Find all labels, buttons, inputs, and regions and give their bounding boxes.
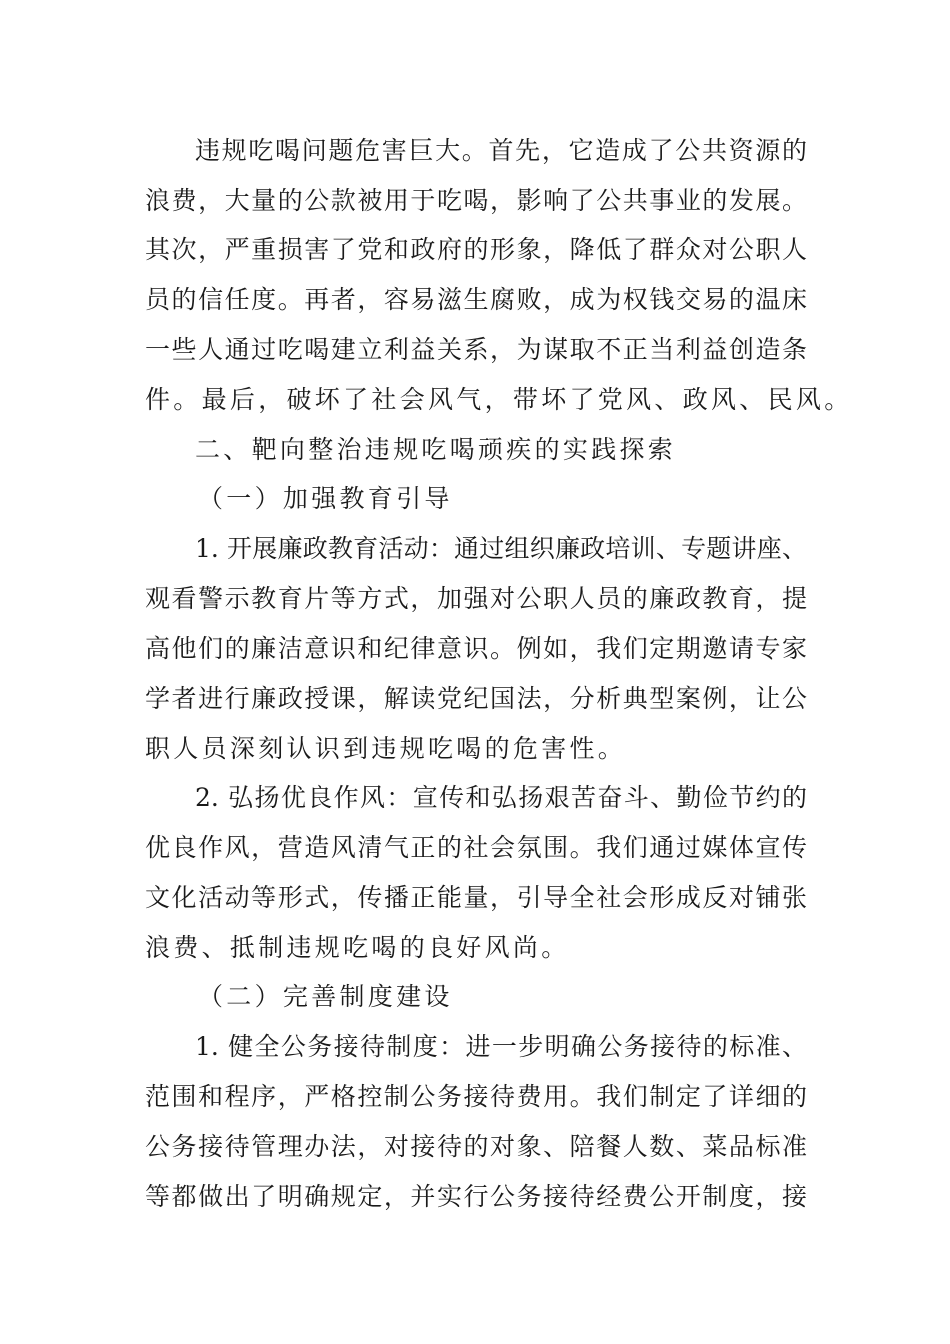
section-heading: 二、靶向整治违规吃喝顽疾的实践探索 — [195, 435, 677, 464]
paragraph-line: 文化活动等形式，传播正能量，引导全社会形成反对铺张 — [145, 883, 807, 912]
paragraph-line: 浪费，大量的公款被用于吃喝，影响了公共事业的发展。 — [145, 186, 807, 215]
paragraph-line: 范围和程序，严格控制公务接待费用。我们制定了详细的 — [145, 1082, 807, 1111]
subsection-heading: （一）加强教育引导 — [198, 484, 453, 513]
paragraph-line: 高他们的廉洁意识和纪律意识。例如，我们定期邀请专家 — [145, 634, 807, 663]
paragraph-line: 2. 弘扬优良作风：宣传和弘扬艰苦奋斗、勤俭节约的 — [195, 783, 807, 812]
paragraph-line: 1. 开展廉政教育活动：通过组织廉政培训、专题讲座、 — [195, 534, 807, 563]
paragraph-line: 公务接待管理办法，对接待的对象、陪餐人数、菜品标准 — [145, 1132, 807, 1161]
paragraph-line: 观看警示教育片等方式，加强对公职人员的廉政教育，提 — [145, 584, 807, 613]
paragraph-line: 违规吃喝问题危害巨大。首先，它造成了公共资源的 — [195, 136, 807, 165]
paragraph-line: 等都做出了明确规定，并实行公务接待经费公开制度，接 — [145, 1182, 807, 1211]
paragraph-line: 优良作风，营造风清气正的社会氛围。我们通过媒体宣传 — [145, 833, 807, 862]
paragraph-line: 1. 健全公务接待制度：进一步明确公务接待的标准、 — [195, 1032, 807, 1061]
paragraph-line: 员的信任度。再者，容易滋生腐败，成为权钱交易的温床 — [145, 285, 807, 314]
paragraph-line: 浪费、抵制违规吃喝的良好风尚。 — [145, 933, 570, 962]
paragraph-line: 其次，严重损害了党和政府的形象，降低了群众对公职人 — [145, 235, 807, 264]
paragraph-line: 件。最后，破坏了社会风气，带坏了党风、政风、民风。 — [145, 385, 853, 414]
paragraph-line: 一些人通过吃喝建立利益关系，为谋取不正当利益创造条 — [145, 335, 807, 364]
paragraph-line: 学者进行廉政授课，解读党纪国法，分析典型案例，让公 — [145, 684, 807, 713]
subsection-heading: （二）完善制度建设 — [198, 982, 453, 1011]
paragraph-line: 职人员深刻认识到违规吃喝的危害性。 — [145, 734, 627, 763]
